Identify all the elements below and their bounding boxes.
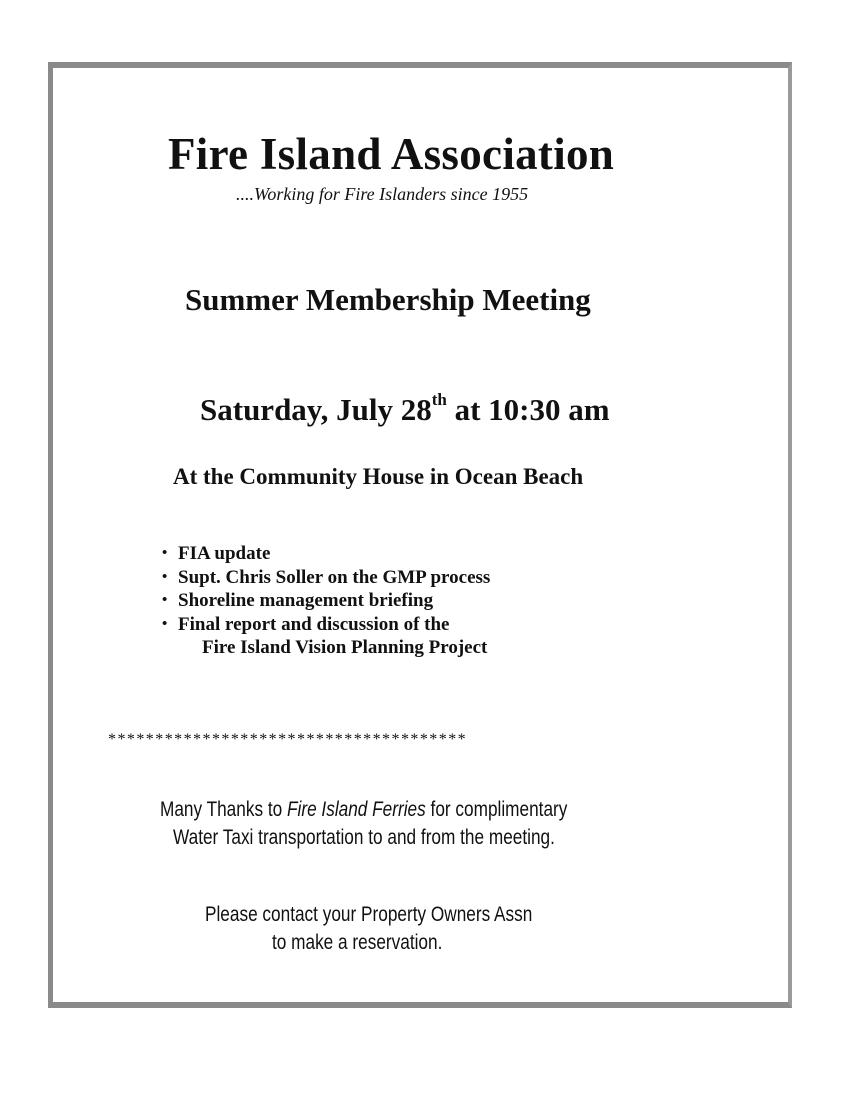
meeting-location: At the Community House in Ocean Beach xyxy=(173,464,584,489)
date-ordinal-suffix: th xyxy=(431,390,447,409)
transport-details-line: Water Taxi transportation to and from the meeting. xyxy=(173,826,555,849)
meeting-time: at 10:30 am xyxy=(446,392,610,427)
meeting-date xyxy=(200,392,610,428)
tagline: ....Working for Fire Islanders since 1955 xyxy=(236,184,529,204)
agenda-item: • Shoreline management briefing xyxy=(162,589,490,613)
agenda-item: • Supt. Chris Soller on the GMP process xyxy=(162,566,490,590)
agenda-item: • Final report and discussion of the Fire Island Vision Planning Project xyxy=(162,613,490,660)
agenda-list xyxy=(162,542,490,660)
agenda-item: • FIA update xyxy=(162,542,490,566)
star-divider: ************************************** xyxy=(108,731,468,748)
meeting-date-day: Saturday, July 28 xyxy=(200,392,432,427)
organization-title: Fire Island Association xyxy=(168,129,615,179)
agenda-item-continuation: Fire Island Vision Planning Project xyxy=(202,637,488,658)
meeting-title: Summer Membership Meeting xyxy=(185,282,591,317)
reservation-line: to make a reservation. xyxy=(272,931,443,954)
transport-thanks-line: Many Thanks to Fire Island Ferries for complimentary xyxy=(160,798,568,821)
sponsor-name: Fire Island Ferries xyxy=(286,798,426,821)
contact-line: Please contact your Property Owners Assn xyxy=(205,903,533,926)
